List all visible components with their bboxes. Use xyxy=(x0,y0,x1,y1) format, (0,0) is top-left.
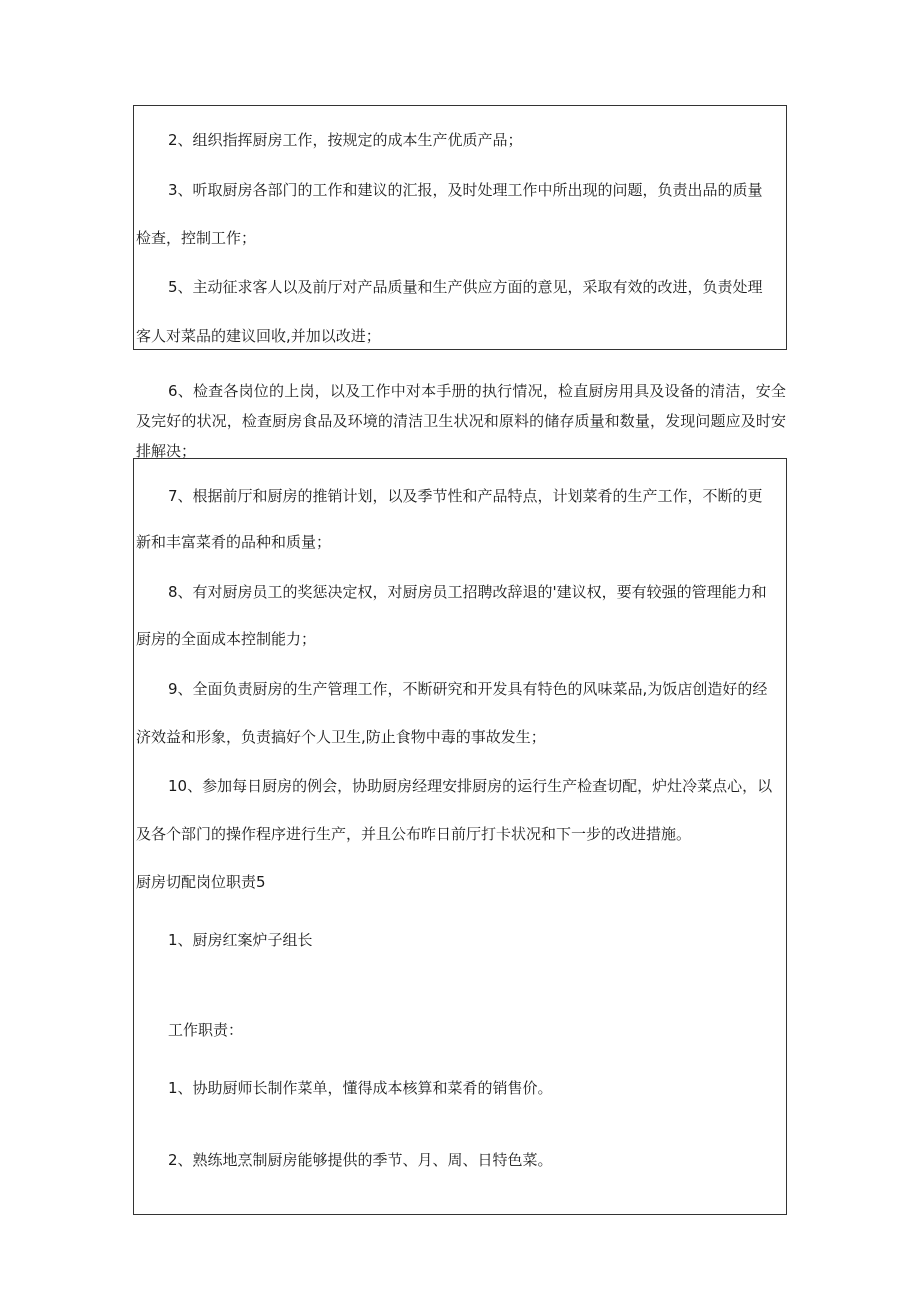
paragraph-10-line-2: 及各个部门的操作程序进行生产，并且公布昨日前厅打卡状况和下一步的改进措施。 xyxy=(136,825,692,843)
paragraph-7-line-1: 7、根据前厅和厨房的推销计划，以及季节性和产品特点，计划菜肴的生产工作，不断的更 xyxy=(168,487,763,505)
paragraph-5-line-2: 客人对菜品的建议回收,并加以改进； xyxy=(136,327,381,345)
section-heading: 厨房切配岗位职责5 xyxy=(136,873,266,891)
paragraph-8-line-2: 厨房的全面成本控制能力； xyxy=(136,630,317,648)
duties-label: 工作职责： xyxy=(168,1021,244,1039)
paragraph-6: 6、检查各岗位的上岗，以及工作中对本手册的执行情况，检直厨房用具及设备的清洁，安全及完好的状况，检查厨房食品及环境的清洁卫生状况和原料的储存质量和数量，发现问题应及时安排解决； xyxy=(136,382,786,460)
duty-item-2: 2、熟练地烹制厨房能够提供的季节、月、周、日特色菜。 xyxy=(168,1151,553,1169)
paragraph-8-line-1: 8、有对厨房员工的奖惩决定权，对厨房员工招聘改辞退的'建议权，要有较强的管理能力和 xyxy=(168,583,767,601)
paragraph-7-line-2: 新和丰富菜肴的品种和质量； xyxy=(136,533,332,551)
paragraph-5-line-1: 5、主动征求客人以及前厅对产品质量和生产供应方面的意见，采取有效的改进，负责处理 xyxy=(168,278,763,296)
paragraph-3-line-2: 检查，控制工作； xyxy=(136,229,257,247)
paragraph-10-line-1: 10、参加每日厨房的例会，协助厨房经理安排厨房的运行生产检查切配，炉灶冷菜点心，以 xyxy=(168,777,773,795)
paragraph-9-line-2: 济效益和形象，负责搞好个人卫生,防止食物中毒的事故发生； xyxy=(136,728,546,746)
duty-item-1: 1、协助厨师长制作菜单，懂得成本核算和菜肴的销售价。 xyxy=(168,1079,553,1097)
list-item-1: 1、厨房红案炉子组长 xyxy=(168,931,313,949)
paragraph-3-line-1: 3、听取厨房各部门的工作和建议的汇报，及时处理工作中所出现的问题，负责出品的质量 xyxy=(168,181,763,199)
paragraph-9-line-1: 9、全面负责厨房的生产管理工作，不断研究和开发具有特色的风味菜品,为饭店创造好的经 xyxy=(168,680,768,698)
paragraph-2: 2、组织指挥厨房工作，按规定的成本生产优质产品； xyxy=(168,131,523,149)
